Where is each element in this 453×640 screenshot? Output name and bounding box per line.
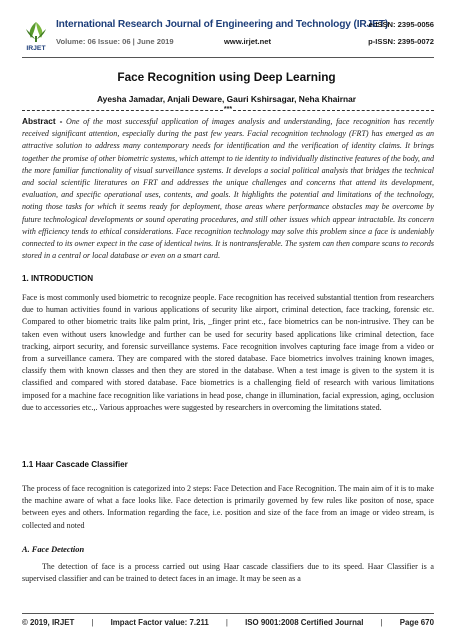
introduction-heading: 1. INTRODUCTION <box>22 274 94 283</box>
abstract-text: One of the most successful application of images analysis and understanding, face recognition has recently received significant attention, especially during the past few years. Facial recognition technology (FRT) has emerged as an attractive solution to address many contemporary needs for identification and the verification of identity claims. It brings together the promise of other biometric systems, which attempt to tie identity to individually distinctive features of the body, and the more familiar functionality of visual surveillance systems. It develops a social political analysis that bridges the technical and social scientific literatures on FRT and addresses the unique challenges and concerns that attend its development, evaluation, and specific operational uses, contents, and goals. It highlights the potential and limitations of the technology, noting those tasks for which it seems ready for deployment, those areas where performance obstacles may be overcome by future technological developments or sound operating procedures, and still other issues which appear intractable. Its concern with efficiency tends to ethical considerations. Face recognition technology may solve this problem since a face is undeniably connected to its owner expect in the case of identical twins. It is nontransferable. The system can then compare scans to records stored in a central or local database or even on a smart card. <box>22 117 434 261</box>
irjet-logo-icon <box>22 19 50 55</box>
footer-iso: ISO 9001:2008 Certified Journal <box>245 618 364 627</box>
separator-mark: *** <box>223 106 233 113</box>
journal-name: International Research Journal of Engineering and Technology (IRJET) <box>56 19 389 30</box>
dashed-rule-right <box>233 110 434 111</box>
p-issn: p-ISSN: 2395-0072 <box>368 37 434 46</box>
journal-website: www.irjet.net <box>224 37 271 46</box>
journal-header <box>22 19 434 59</box>
volume-info: Volume: 06 Issue: 06 | June 2019 <box>56 37 174 46</box>
author-separator <box>22 106 434 113</box>
footer-separator: | <box>91 618 94 627</box>
haar-heading: 1.1 Haar Cascade Classifier <box>22 460 128 469</box>
abstract-label: Abstract - <box>22 116 63 126</box>
face-detection-heading: A. Face Detection <box>22 545 85 554</box>
footer-separator: | <box>225 618 228 627</box>
svg-text:IRJET: IRJET <box>26 45 46 52</box>
paper-title: Face Recognition using Deep Learning <box>117 70 336 84</box>
face-detection-text: The detection of face is a process carried out using Haar cascade classifiers due to its speed. Haar Classifier is a supervised classifier and can be trained to detect faces in an image. It may be seen as a <box>22 562 434 584</box>
footer-separator: | <box>380 618 383 627</box>
footer-impact-factor: Impact Factor value: 7.211 <box>110 618 209 627</box>
dashed-rule-left <box>22 110 223 111</box>
haar-text: The process of face recognition is categorized into 2 steps: Face Detection and Face Recognition. The main aim of it is to make the machine aware of what a face looks like. Face detection is primarily governed by few rules like positon of nose, space between eyes and others. Information regarding the face, i.e. position and size of the face from an image or video stream, is collected and noted <box>22 484 434 530</box>
e-issn: e-ISSN: 2395-0056 <box>368 20 434 29</box>
paper-authors: Ayesha Jamadar, Anjali Deware, Gauri Kshirsagar, Neha Khairnar <box>96 94 357 104</box>
page-footer <box>22 618 434 627</box>
footer-copyright: © 2019, IRJET <box>22 618 75 627</box>
header-divider <box>22 57 434 58</box>
footer-divider <box>22 613 434 614</box>
footer-page-number: Page 670 <box>399 618 434 627</box>
introduction-text: Face is most commonly used biometric to recognize people. Face recognition has received substantial ttention from researchers due to human activities found in various applications of security like airport, criminal detection, face tracking, forensic etc. Compared to other biometric traits like palm print, Iris, _finger print etc., face biometrics can be non-intrusive. They can be taken even without users knowledge and further can be used for security based applications like criminal detection, face tracking, airport security, and forensic surveillance systems. Face recognition involves capturing face image from a video or from a surveillance camera. They are compared with the stored database. Face biometrics involves training known images, classify them with known classes and then they are stored in the database. When a test image is given to the system it is classified and compared with stored database. Face biometrics is a challenging field of research with various limitations imposed for a machine face recognition like variations in head pose, change in illumination, facial expression, aging, occlusion due to accessories etc.,. Various approaches were suggested by researchers in overcoming the limitations stated. <box>22 293 434 412</box>
abstract <box>22 115 434 262</box>
